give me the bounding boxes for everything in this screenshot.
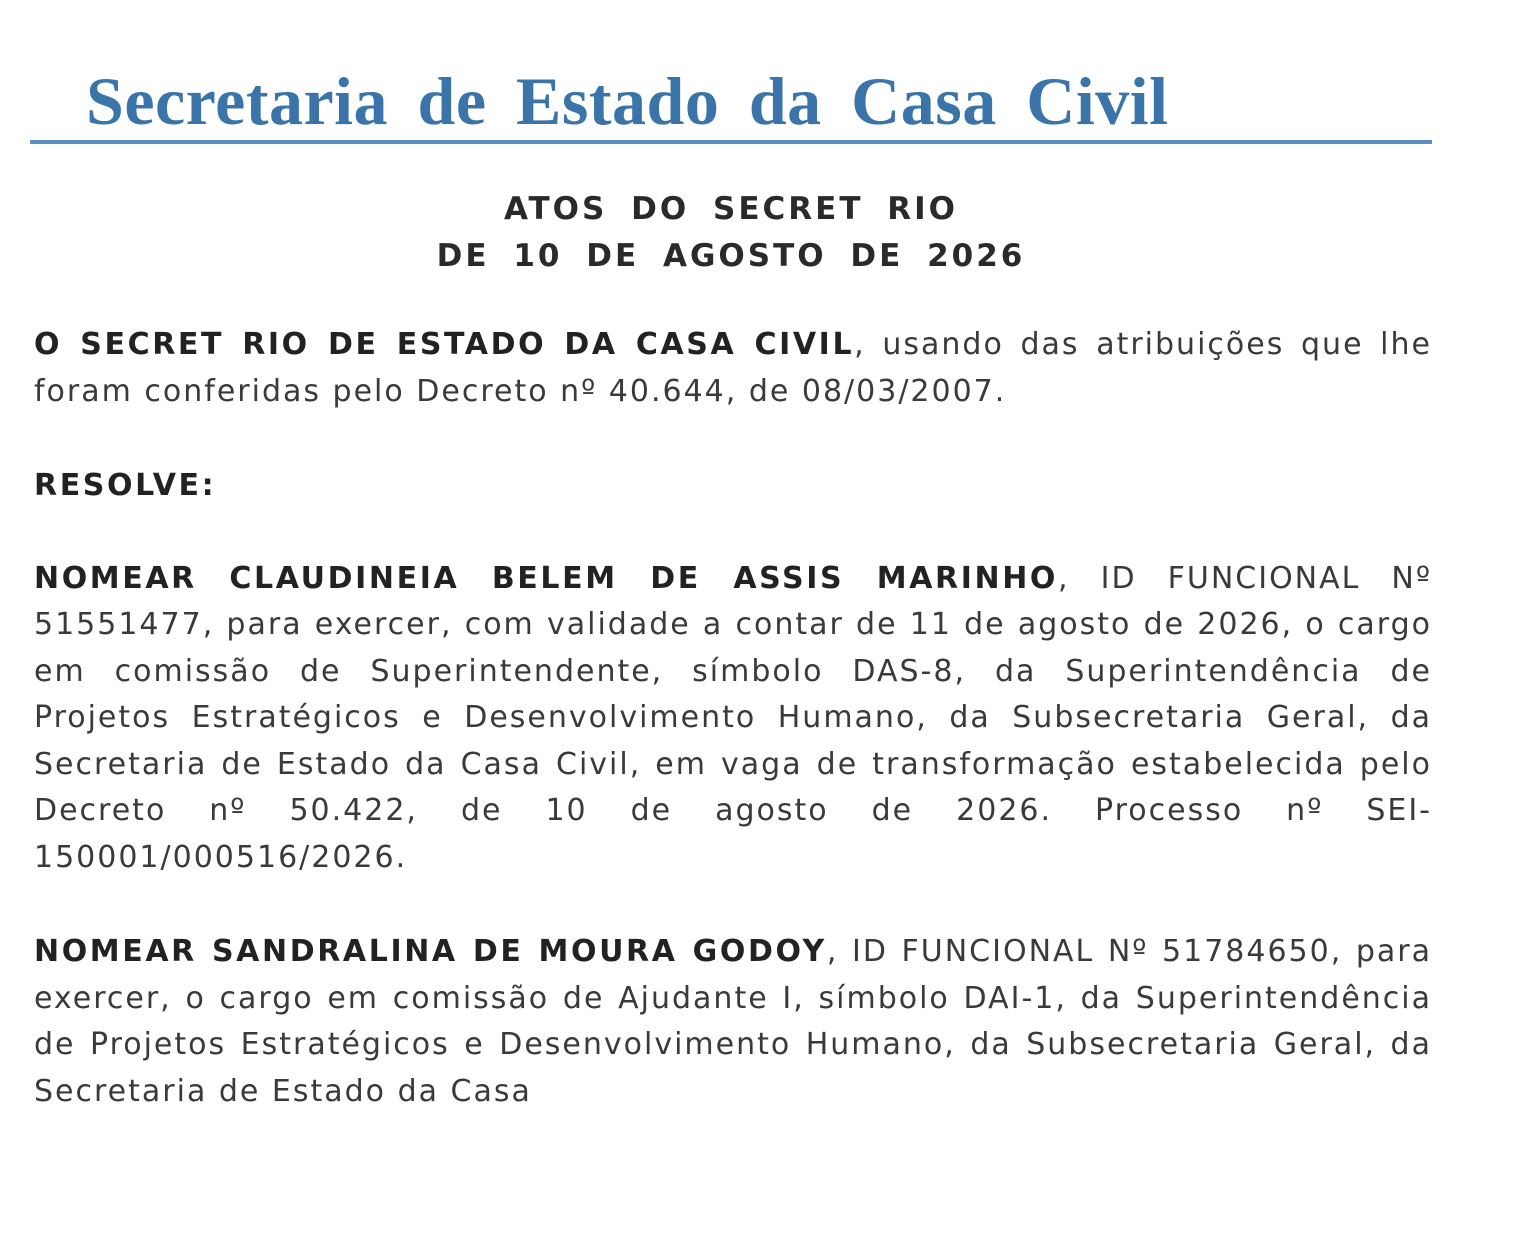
intro-bold: O SECRET RIO DE ESTADO DA CASA CIVIL xyxy=(34,327,855,362)
intro-text: , usando das atribuições que lhe foram conferidas pelo Decreto nº 40.644, de 08/03/2007. xyxy=(34,327,1432,409)
appointment-text: , ID FUNCIONAL Nº 51551477, para exercer, com validade a contar de 11 de agosto de 2026, o cargo em comissão de Superintendente, símbolo DAS-8, da Superintendência de Projetos Estratégicos e Desenvolvimento Humano, da Subsecretaria Geral, da Secretaria de Estado da Casa Civil, em vaga de transformação estabelecida pelo Decreto nº 50.422, de 10 de agosto de 2026. Processo nº SEI-150001/000516/2026. xyxy=(34,560,1432,875)
header-divider xyxy=(30,140,1432,144)
page-title: Secretaria de Estado da Casa Civil xyxy=(86,63,1169,139)
appointment-paragraph xyxy=(34,929,1432,1115)
intro-paragraph xyxy=(34,322,1432,415)
acts-heading xyxy=(30,186,1432,280)
appointment-name: NOMEAR SANDRALINA DE MOURA GODOY xyxy=(34,934,827,969)
appointment-text: , ID FUNCIONAL Nº 51784650, para exercer, o cargo em comissão de Ajudante I, símbolo DAI-1, da Superintendência de Projetos Estratégicos e Desenvolvimento Humano, da Subsecretaria Geral, da Secretaria de Estado da Casa xyxy=(34,934,1432,1109)
acts-heading-line1: ATOS DO SECRET RIO xyxy=(503,191,959,227)
appointment-paragraph xyxy=(34,556,1432,882)
acts-heading-line2: DE 10 DE AGOSTO DE 2026 xyxy=(436,238,1026,274)
resolve-heading: RESOLVE: xyxy=(34,468,217,503)
appointment-name: NOMEAR CLAUDINEIA BELEM DE ASSIS MARINHO xyxy=(34,560,1059,596)
document-body xyxy=(34,322,1432,1163)
